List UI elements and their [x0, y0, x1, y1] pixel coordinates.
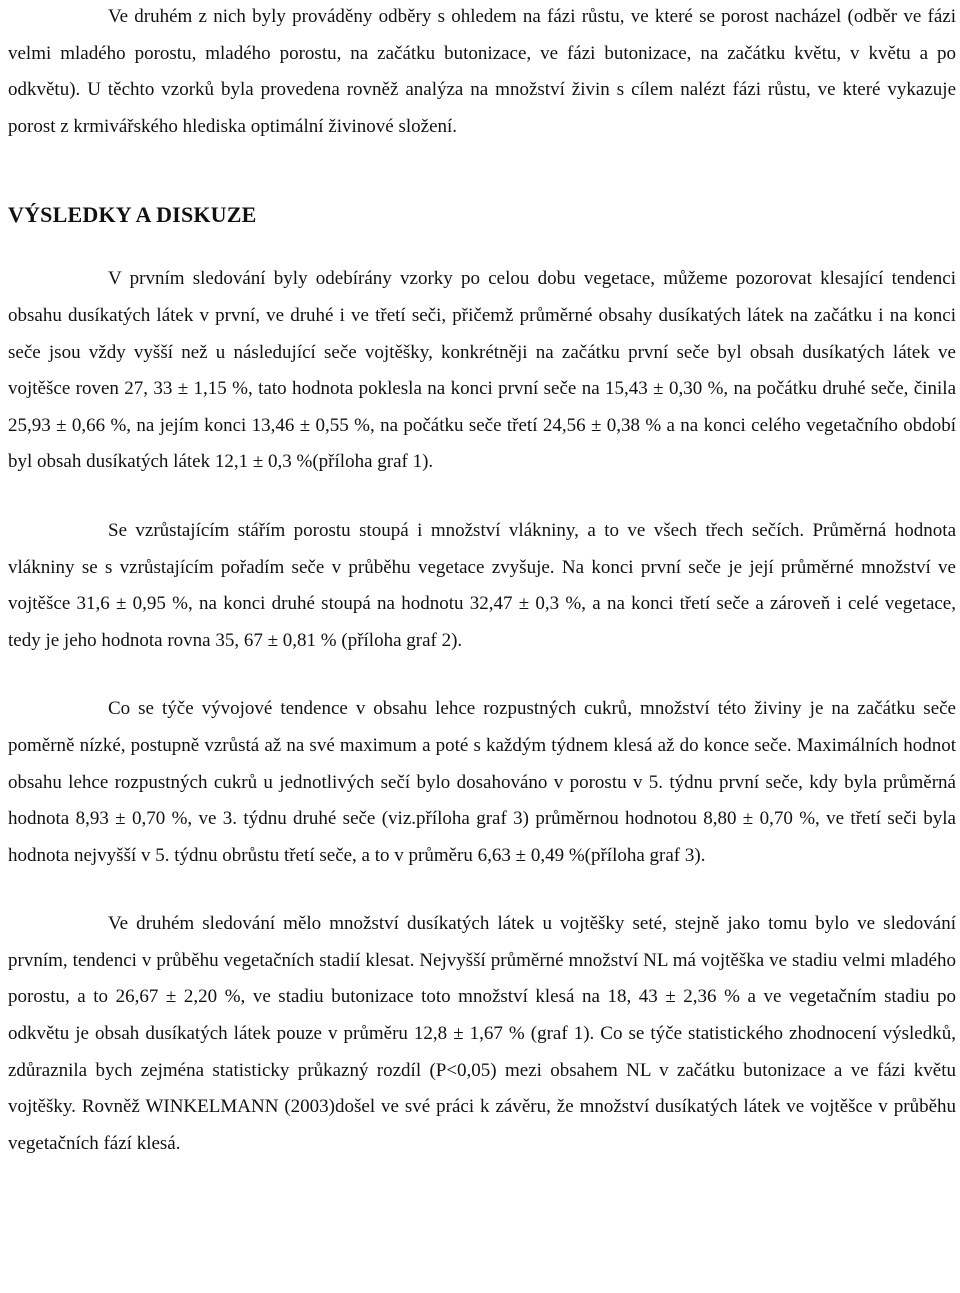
- results-paragraph-4: Ve druhém sledování mělo množství dusíkatých látek u vojtěšky seté, stejně jako tomu bylo ve sledování prvním, tendenci v průběhu vegetačních stadií klesat. Nejvyšší průměrné množství NL má vojtěška ve stadiu velmi mladého porostu, a to 26,67 ± 2,20 %, ve stadiu butonizace toto množství klesá na 18, 43 ± 2,36 % a ve vegetačním stadiu po odkvětu je obsah dusíkatých látek pouze v průměru 12,8 ± 1,67 % (graf 1). Co se týče statistického zhodnocení výsledků, zdůraznila bych zejména statisticky průkazný rozdíl (P<0,05) mezi obsahem NL v začátku butonizace a ve fázi květu vojtěšky. Rovněž WINKELMANN (2003)došel ve své práci k závěru, že množství dusíkatých látek ve vojtěšce v průběhu vegetačních fází klesá.: [8, 913, 956, 1154]
- intro-paragraph: Ve druhém z nich byly prováděny odběry s ohledem na fázi růstu, ve které se porost nacházel (odběr ve fázi velmi mladého porostu, mladého porostu, na začátku butonizace, ve fázi butonizace, na začátku květu, v květu a po odkvětu). U těchto vzorků byla provedena rovněž analýza na množství živin s cílem nalézt fázi růstu, ve které vykazuje porost z krmivářského hlediska optimální živinové složení.: [8, 6, 956, 137]
- document-page: [8, 0, 956, 1162]
- results-paragraph-2: Se vzrůstajícím stářím porostu stoupá i množství vlákniny, a to ve všech třech sečích. Průměrná hodnota vlákniny se s vzrůstajícím pořadím seče v průběhu vegetace zvyšuje. Na konci první seče je její průměrné množství ve vojtěšce 31,6 ± 0,95 %, na konci druhé stoupá na hodnotu 32,47 ± 0,3 %, a na konci třetí seče a zároveň i celé vegetace, tedy je jeho hodnota rovna 35, 67 ± 0,81 % (příloha graf 2).: [8, 519, 956, 651]
- results-paragraph-1: V prvním sledování byly odebírány vzorky po celou dobu vegetace, můžeme pozorovat klesající tendenci obsahu dusíkatých látek v první, ve druhé i ve třetí seči, přičemž průměrné obsahy dusíkatých látek na začátku i na konci seče jsou vždy vyšší než u následující seče vojtěšky, konkrétněji na začátku první seče byl obsah dusíkatých látek ve vojtěšce roven 27, 33 ± 1,15 %, tato hodnota poklesla na konci první seče na 15,43 ± 0,30 %, na počátku druhé seče, činila 25,93 ± 0,66 %, na jejím konci 13,46 ± 0,55 %, na počátku seče třetí 24,56 ± 0,38 % a na konci celého vegetačního období byl obsah dusíkatých látek 12,1 ± 0,3 %(příloha graf 1).: [8, 268, 956, 473]
- results-paragraph-3: Co se týče vývojové tendence v obsahu lehce rozpustných cukrů, množství této živiny je na začátku seče poměrně nízké, postupně vzrůstá až na své maximum a poté s každým týdnem klesá až do konce seče. Maximálních hodnot obsahu lehce rozpustných cukrů u jednotlivých sečí bylo dosahováno v porostu v 5. týdnu první seče, kdy byla průměrná hodnota 8,93 ± 0,70 %, ve 3. týdnu druhé seče (viz.příloha graf 3) průměrnou hodnotou 8,80 ± 0,70 %, ve třetí seči byla hodnota nejvyšší v 5. týdnu obrůstu třetí seče, a to v průměru 6,63 ± 0,49 %(příloha graf 3).: [8, 698, 956, 866]
- section-heading: VÝSLEDKY A DISKUZE: [8, 202, 257, 228]
